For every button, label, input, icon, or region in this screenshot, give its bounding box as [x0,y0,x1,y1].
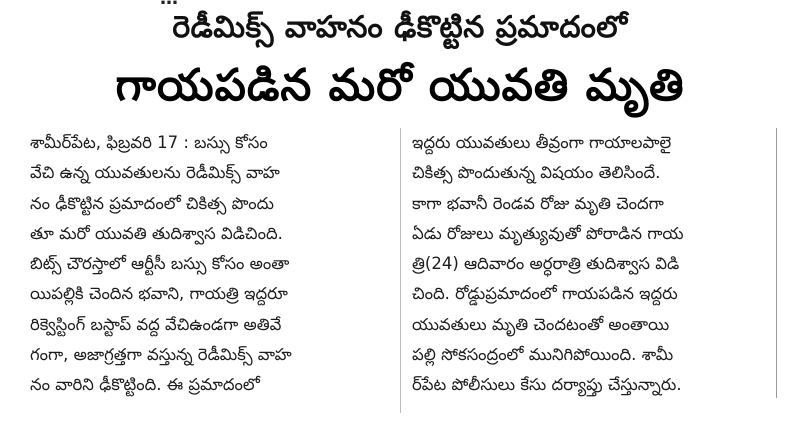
cut-off-top-line [160,0,640,8]
right-edge-rule [776,128,777,398]
article-line: చింది. రోడ్డుప్రమాదంలో గాయపడిన ఇద్దరు [412,284,678,304]
article-column-left [30,128,390,401]
article-line: కాగా భవానీ రెండవ రోజు మృతి చెందగా [412,193,664,213]
article-line: ఏడు రోజులు మృత్యువుతో పోరాడిన గాయ [412,223,684,243]
article-line: ర్‌పేట పోలీసులు కేసు దర్యాప్తు చేస్తున్నారు. [412,375,682,395]
article-line: శామీర్‌పేట, ఫిబ్రవరి 17 : బస్సు కోసం [30,133,268,152]
article-line: యిపల్లికి చెందిన భవాని, గాయత్రి ఇద్దరూ [30,284,288,304]
article-line: నం ఢీకొట్టిన ప్రమాదంలో చికిత్స పొందు [30,193,274,213]
kicker-headline: రెడీమిక్స్ వాహనం ఢీకొట్టిన ప్రమాదంలో [172,10,628,45]
article-column-right [412,128,762,401]
article-line: చికిత్స పొందుతున్న విషయం తెలిసిందే. [412,163,661,183]
article-line: ఇద్దరు యువతులు తీవ్రంగా గాయాలపాలై [412,133,672,152]
article-line: త్రి(24) ఆదివారం అర్ధరాత్రి తుదిశ్వాస విడి [412,254,680,274]
column-divider [400,128,401,413]
article-line: నం వారిని ఢీకొట్టింది. ఈ ప్రమాదంలో [30,375,260,395]
article-line: యువతులు మృతి చెందటంతో అంతాయి [412,314,670,334]
article-line: వేచి ఉన్న యువతులను రెడీమిక్స్ వాహ [30,163,280,183]
article-line: బిట్స్ చౌరస్తాలో ఆర్టీసీ బస్సు కోసం అంతా [30,254,290,274]
article-line: తూ మరో యువతి తుదిశ్వాస విడిచింది. [30,223,283,243]
article-line: రిక్వెస్టింగ్ బస్టాప్ వద్ద వేచిఉండగా అతివే [30,314,282,334]
article-line: పల్లి సోకసంద్రంలో మునిగిపోయింది. శామీ [412,345,674,365]
main-headline: గాయపడిన మరో యువతి మృతి [115,60,685,111]
article-line: గంగా, అజాగ్రత్తగా వస్తున్న రెడీమిక్స్ వాహ [30,345,292,365]
